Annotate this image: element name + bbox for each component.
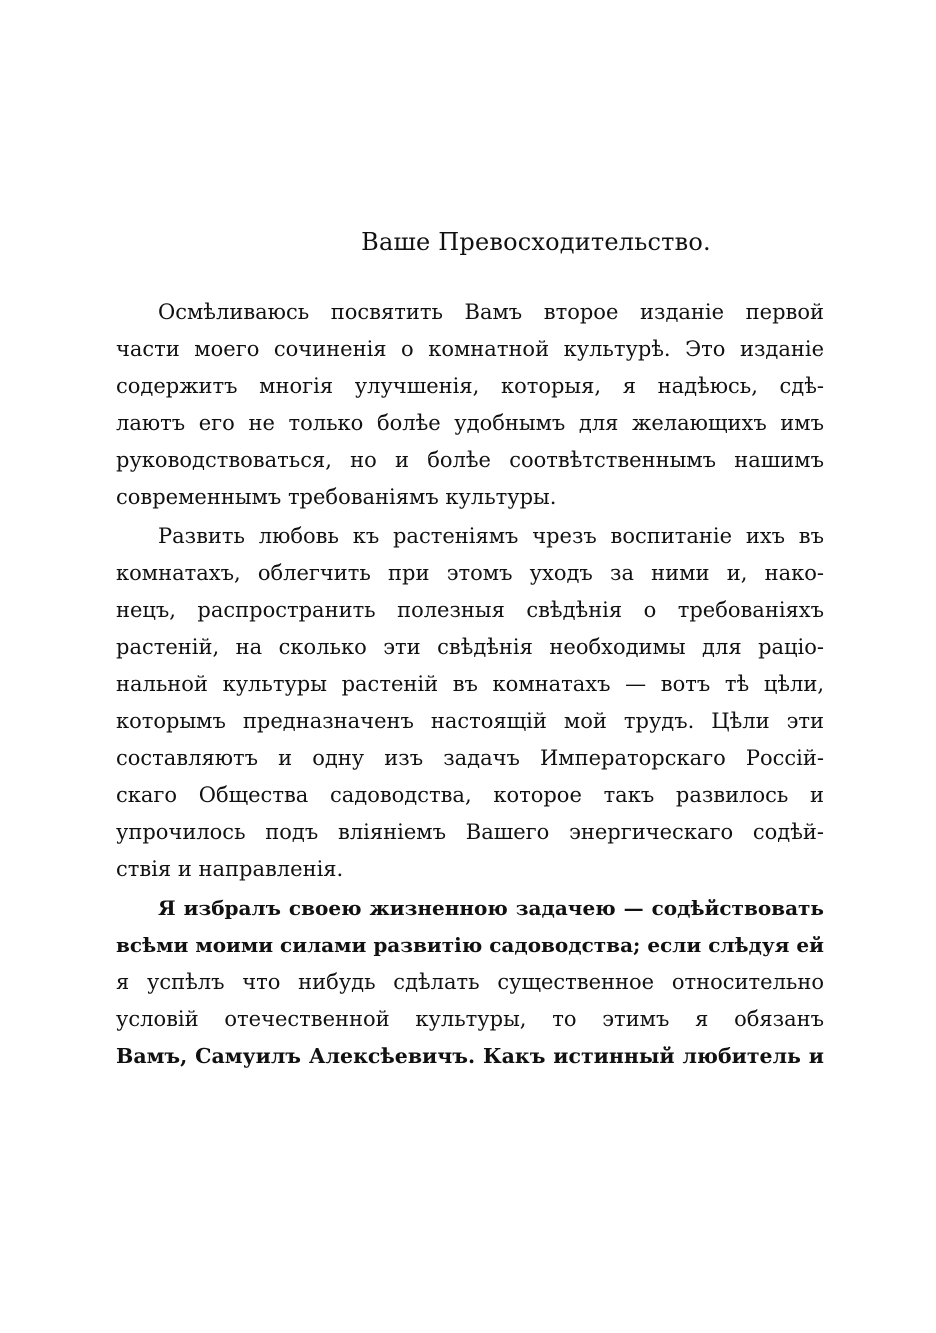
text-line: растеній, на сколько эти свѣдѣнія необходимы для раціо-: [116, 635, 824, 659]
text-line: ствія и направленія.: [116, 857, 344, 881]
text-line: Вамъ, Самуилъ Алексѣевичъ. Какъ истинный любитель и: [116, 1044, 824, 1068]
text-line: я успѣлъ что нибудь сдѣлать существенное относительно: [116, 970, 824, 994]
text-line: комнатахъ, облегчить при этомъ уходъ за ними и, нако-: [116, 561, 824, 585]
salutation-heading: Ваше Превосходительство.: [361, 228, 711, 256]
text-line: упрочилось подъ вліяніемъ Вашего энергическаго содѣй-: [116, 820, 824, 844]
text-line: составляютъ и одну изъ задачъ Императорскаго Россій-: [116, 746, 824, 770]
dedication-text: [116, 294, 824, 1077]
paragraph-3: [116, 890, 824, 1075]
text-line: всѣми моими силами развитію садоводства; если слѣдуя ей: [116, 933, 824, 957]
paragraph-1: [116, 294, 824, 516]
text-line: современнымъ требованіямъ культуры.: [116, 485, 557, 509]
text-line: нецъ, распространить полезныя свѣдѣнія о требованіяхъ: [116, 598, 824, 622]
text-line: содержитъ многія улучшенія, которыя, я надѣюсь, сдѣ-: [116, 374, 824, 398]
paragraph-2: [116, 518, 824, 888]
text-line: части моего сочиненія о комнатной культурѣ. Это изданіе: [116, 337, 824, 361]
text-line: которымъ предназначенъ настоящій мой трудъ. Цѣли эти: [116, 709, 824, 733]
text-line: скаго Общества садоводства, которое такъ развилось и: [116, 783, 824, 807]
text-line: Развить любовь къ растеніямъ чрезъ воспитаніе ихъ въ: [158, 524, 824, 548]
text-line: руководствоваться, но и болѣе соотвѣтственнымъ нашимъ: [116, 448, 824, 472]
text-line: Осмѣливаюсь посвятить Вамъ второе изданіе первой: [158, 300, 824, 324]
text-line: Я избралъ своею жизненною задачею — содѣйствовать: [158, 896, 824, 920]
text-line: нальной культуры растеній въ комнатахъ — вотъ тѣ цѣли,: [116, 672, 824, 696]
text-line: лаютъ его не только болѣе удобнымъ для желающихъ имъ: [116, 411, 824, 435]
text-line: условій отечественной культуры, то этимъ я обязанъ: [116, 1007, 824, 1031]
